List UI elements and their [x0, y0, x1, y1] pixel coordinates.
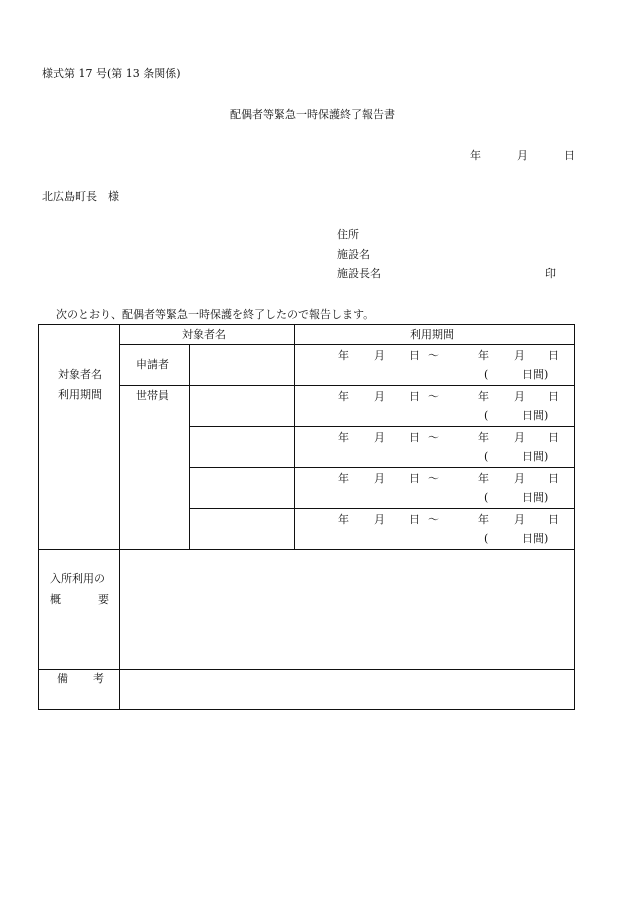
period-tilde: 〜 — [428, 431, 439, 444]
divider-household-row-2 — [189, 467, 574, 468]
left-label-target-name: 対象者名 — [58, 368, 102, 381]
period-paren-open: ( — [484, 532, 489, 545]
divider-household-row-3 — [189, 508, 574, 509]
summary-label-line1: 入所利用の — [50, 572, 105, 585]
period-paren-open: ( — [484, 450, 489, 463]
household-label: 世帯員 — [136, 389, 169, 402]
report-table — [38, 324, 575, 710]
period-end-month: 月 — [514, 472, 525, 485]
period-end-year: 年 — [478, 513, 489, 526]
period-start-month: 月 — [374, 513, 385, 526]
period-tilde: 〜 — [428, 390, 439, 403]
period-start-month: 月 — [374, 349, 385, 362]
period-days: 日間) — [522, 491, 549, 504]
divider-remarks-row — [38, 669, 575, 670]
document-title: 配偶者等緊急一時保護終了報告書 — [230, 108, 395, 121]
period-paren-open: ( — [484, 491, 489, 504]
period-days: 日間) — [522, 450, 549, 463]
period-start-year: 年 — [338, 390, 349, 403]
header-target-name: 対象者名 — [182, 328, 226, 341]
date-year: 年 — [470, 149, 481, 162]
period-days: 日間) — [522, 368, 549, 381]
period-days: 日間) — [522, 532, 549, 545]
period-paren-open: ( — [484, 368, 489, 381]
divider-role-column — [189, 344, 190, 549]
period-tilde: 〜 — [428, 513, 439, 526]
period-end-month: 月 — [514, 349, 525, 362]
period-end-day: 日 — [548, 431, 559, 444]
seal-mark: 印 — [545, 267, 556, 280]
period-start-year: 年 — [338, 349, 349, 362]
address-label: 住所 — [337, 228, 359, 241]
intro-text: 次のとおり、配偶者等緊急一時保護を終了したので報告します。 — [56, 308, 375, 321]
date-day: 日 — [564, 149, 575, 162]
period-end-year: 年 — [478, 431, 489, 444]
period-end-month: 月 — [514, 431, 525, 444]
applicant-label: 申請者 — [136, 358, 169, 371]
period-start-day: 日 — [409, 513, 420, 526]
left-label-usage-period: 利用期間 — [58, 388, 102, 401]
remarks-label-char1: 備 — [57, 672, 68, 685]
director-label: 施設長名 — [337, 267, 381, 280]
addressee: 北広島町長 様 — [42, 190, 119, 203]
period-tilde: 〜 — [428, 472, 439, 485]
table-border-right — [574, 324, 575, 710]
date-month: 月 — [517, 149, 528, 162]
period-days: 日間) — [522, 409, 549, 422]
header-usage-period: 利用期間 — [410, 328, 454, 341]
period-start-month: 月 — [374, 472, 385, 485]
period-end-day: 日 — [548, 513, 559, 526]
divider-label-column — [119, 324, 120, 710]
period-start-month: 月 — [374, 431, 385, 444]
period-start-day: 日 — [409, 390, 420, 403]
period-start-day: 日 — [409, 431, 420, 444]
summary-label-char2: 要 — [98, 593, 109, 606]
period-start-month: 月 — [374, 390, 385, 403]
divider-period-column — [294, 324, 295, 549]
period-start-day: 日 — [409, 349, 420, 362]
period-start-year: 年 — [338, 513, 349, 526]
period-paren-open: ( — [484, 409, 489, 422]
remarks-label-char2: 考 — [93, 672, 104, 685]
period-tilde: 〜 — [428, 349, 439, 362]
divider-header-row — [119, 344, 574, 345]
divider-applicant-row — [119, 385, 574, 386]
period-start-day: 日 — [409, 472, 420, 485]
period-end-day: 日 — [548, 472, 559, 485]
period-end-month: 月 — [514, 513, 525, 526]
period-start-year: 年 — [338, 431, 349, 444]
period-end-day: 日 — [548, 349, 559, 362]
period-end-year: 年 — [478, 349, 489, 362]
divider-summary-row — [38, 549, 575, 550]
facility-label: 施設名 — [337, 248, 370, 261]
summary-label-char1: 概 — [50, 593, 61, 606]
period-end-day: 日 — [548, 390, 559, 403]
period-end-year: 年 — [478, 472, 489, 485]
table-border-left — [38, 324, 39, 710]
period-start-year: 年 — [338, 472, 349, 485]
period-end-year: 年 — [478, 390, 489, 403]
divider-household-row-1 — [189, 426, 574, 427]
period-end-month: 月 — [514, 390, 525, 403]
form-number: 様式第 17 号(第 13 条関係) — [42, 67, 181, 80]
